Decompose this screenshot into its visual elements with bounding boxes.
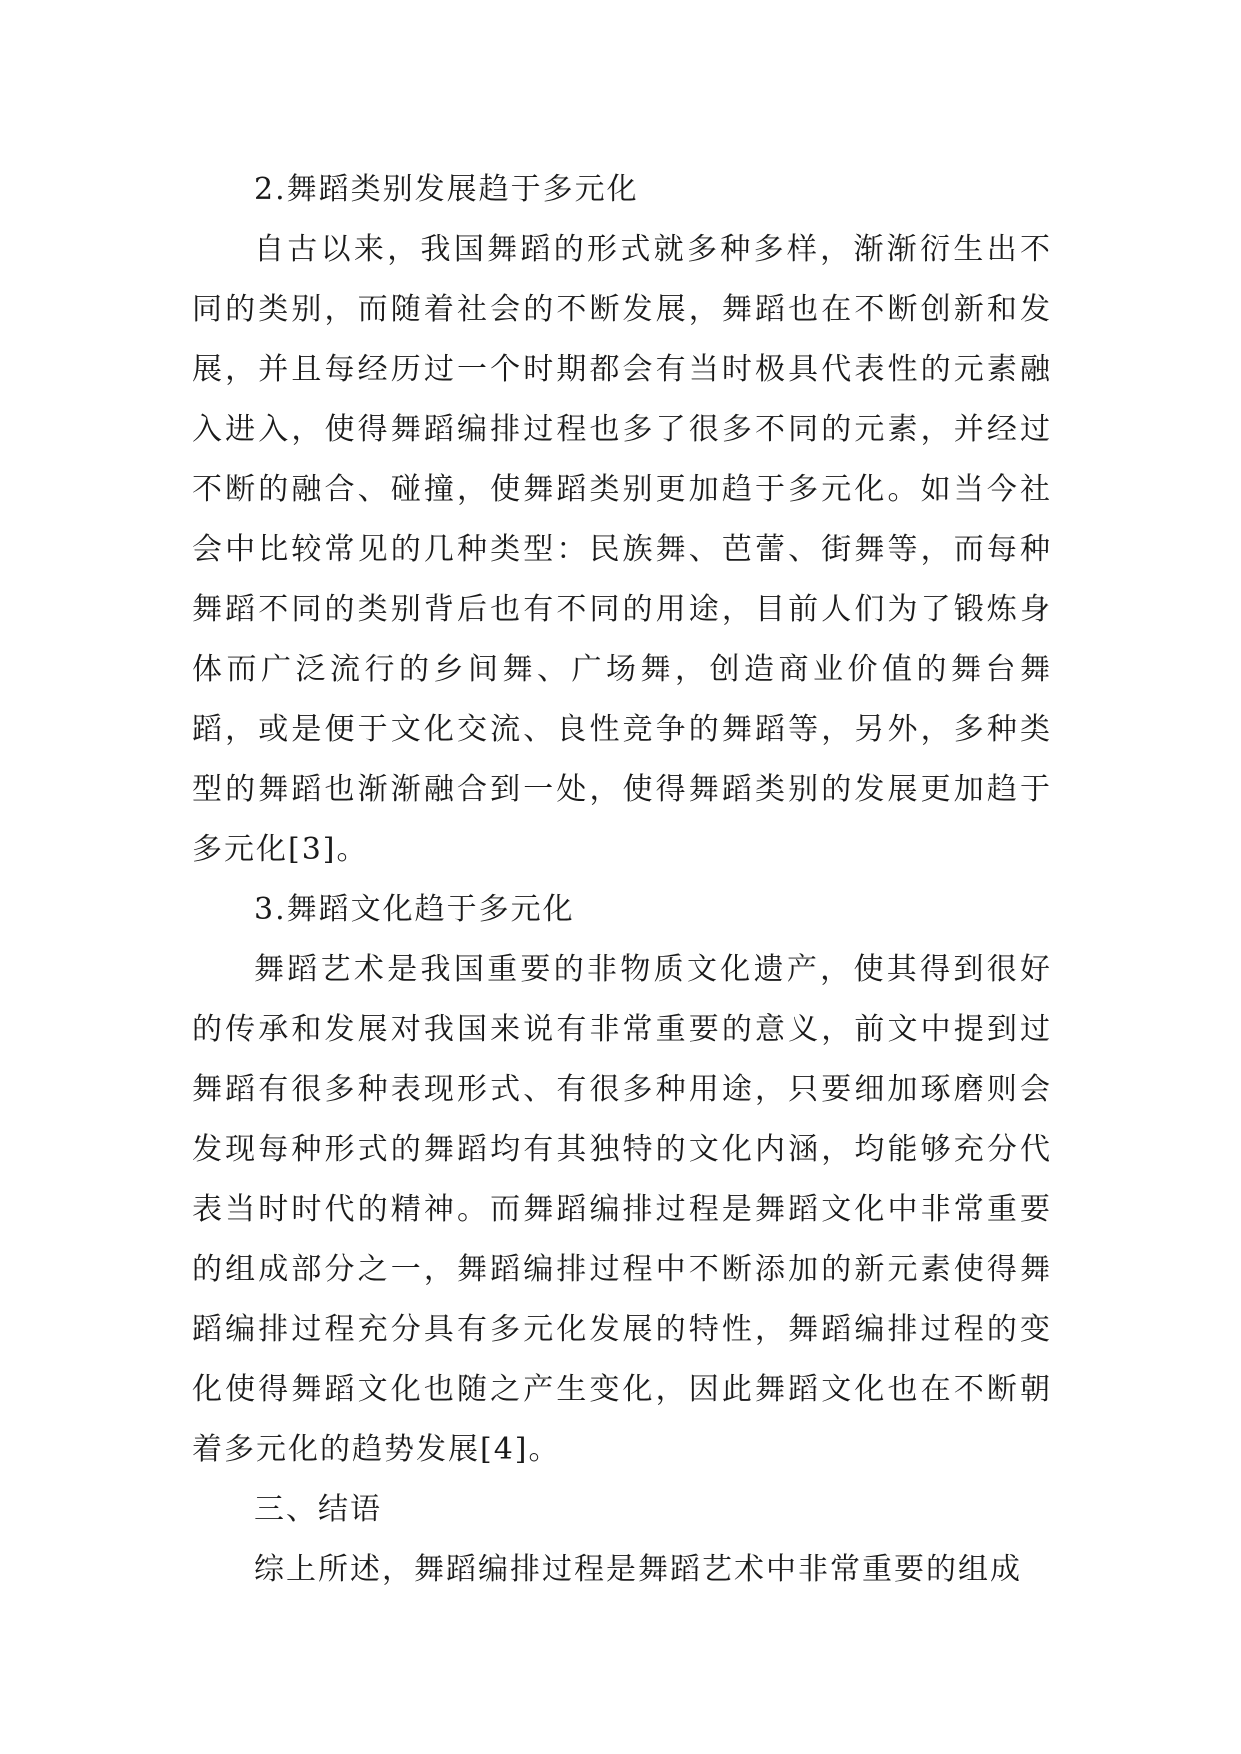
section-heading-dance-categories: 2.舞蹈类别发展趋于多元化 (254, 172, 639, 207)
section-paragraph-conclusion: 综上所述，舞蹈编排过程是舞蹈艺术中非常重要的组成 (254, 1552, 1022, 1587)
section-paragraph-dance-culture: 舞蹈艺术是我国重要的非物质文化遗产，使其得到很好的传承和发展对我国来说有非常重要的意义，前文中提到过舞蹈有很多种表现形式、有很多种用途，只要细加琢磨则会发现每种形式的舞蹈均有其独特的文化内涵，均能够充分代表当时时代的精神。而舞蹈编排过程是舞蹈文化中非常重要的组成部分之一，舞蹈编排过程中不断添加的新元素使得舞蹈编排过程充分具有多元化发展的特性，舞蹈编排过程的变化使得舞蹈文化也随之产生变化，因此舞蹈文化也在不断朝着多元化的趋势发展[4]。 (192, 952, 1052, 1467)
section-paragraph-dance-categories: 自古以来，我国舞蹈的形式就多种多样，渐渐衍生出不同的类别，而随着社会的不断发展，舞蹈也在不断创新和发展，并且每经历过一个时期都会有当时极具代表性的元素融入进入，使得舞蹈编排过程也多了很多不同的元素，并经过不断的融合、碰撞，使舞蹈类别更加趋于多元化。如当今社会中比较常见的几种类型：民族舞、芭蕾、街舞等，而每种舞蹈不同的类别背后也有不同的用途，目前人们为了锻炼身体而广泛流行的乡间舞、广场舞，创造商业价值的舞台舞蹈，或是便于文化交流、良性竞争的舞蹈等，另外，多种类型的舞蹈也渐渐融合到一处，使得舞蹈类别的发展更加趋于多元化[3]。 (192, 232, 1052, 867)
document-page (192, 160, 1052, 1600)
section-heading-conclusion: 三、结语 (254, 1492, 382, 1527)
section-heading-dance-culture: 3.舞蹈文化趋于多元化 (254, 892, 575, 927)
